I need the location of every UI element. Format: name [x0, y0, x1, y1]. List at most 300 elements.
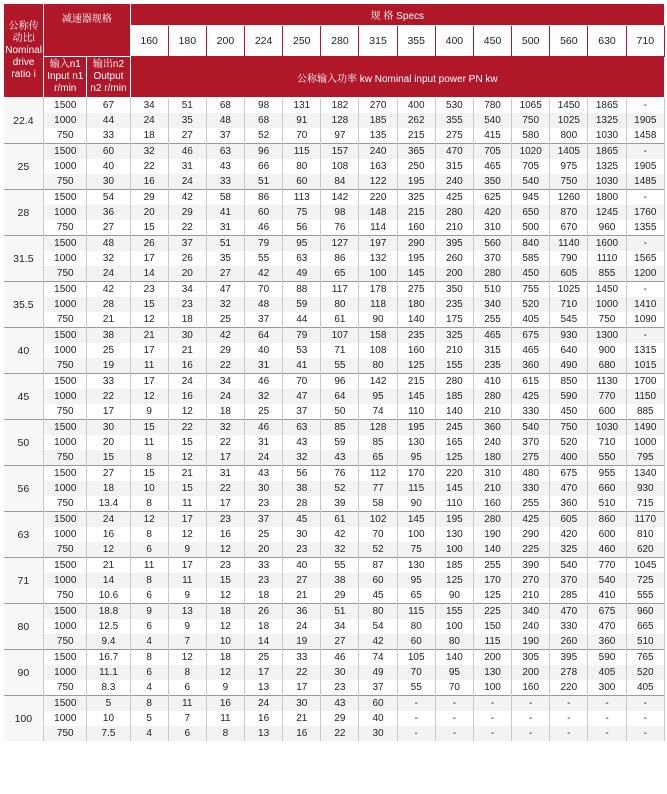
power-cell: 48: [206, 113, 244, 128]
power-cell: 90: [359, 312, 397, 328]
power-cell: 59: [283, 297, 321, 312]
power-cell: 11: [130, 435, 168, 450]
power-cell: 11: [206, 711, 244, 726]
power-cell: 55: [321, 358, 359, 374]
power-cell: 127: [321, 236, 359, 252]
power-cell: 85: [359, 435, 397, 450]
power-cell: 150: [473, 619, 511, 634]
power-cell: 18: [206, 604, 244, 620]
power-cell: 71: [321, 343, 359, 358]
power-cell: 670: [550, 220, 588, 236]
output-speed-cell: 13.4: [87, 496, 130, 512]
power-cell: 38: [283, 481, 321, 496]
power-cell: -: [626, 98, 664, 114]
power-cell: 180: [473, 450, 511, 466]
power-cell: 41: [206, 205, 244, 220]
input-speed-cell: 1000: [44, 113, 87, 128]
power-cell: 107: [321, 328, 359, 344]
power-cell: 12: [168, 527, 206, 542]
specs-header: 规 格 Specs: [130, 4, 664, 26]
power-cell: 9: [206, 680, 244, 696]
ratio-cell: 56: [4, 466, 44, 512]
power-cell: 31: [245, 435, 283, 450]
power-cell: 9: [130, 604, 168, 620]
power-cell: 315: [473, 343, 511, 358]
table-row: [4, 251, 665, 266]
power-cell: -: [473, 726, 511, 741]
power-cell: 190: [473, 527, 511, 542]
power-cell: 86: [245, 190, 283, 206]
power-cell: 18: [245, 588, 283, 604]
power-cell: 128: [359, 420, 397, 436]
size-header-cell: 560: [550, 26, 588, 57]
power-cell: 26: [245, 604, 283, 620]
power-cell: 510: [588, 496, 626, 512]
power-cell: 60: [283, 174, 321, 190]
power-cell: 235: [397, 328, 435, 344]
power-cell: 580: [512, 128, 550, 144]
power-cell: 70: [397, 665, 435, 680]
power-cell: 360: [588, 634, 626, 650]
power-cell: 12: [130, 512, 168, 528]
power-cell: 54: [359, 619, 397, 634]
power-cell: -: [397, 696, 435, 712]
input-speed-cell: 1500: [44, 512, 87, 528]
table-row: [4, 512, 665, 528]
input-speed-cell: 750: [44, 496, 87, 512]
power-cell: 325: [550, 542, 588, 558]
power-cell: 370: [550, 573, 588, 588]
power-cell: 17: [206, 496, 244, 512]
power-cell: 131: [283, 98, 321, 114]
power-cell: 12: [168, 650, 206, 666]
power-cell: 26: [130, 236, 168, 252]
power-cell: 280: [435, 374, 473, 390]
power-cell: 100: [435, 619, 473, 634]
input-speed-cell: 1500: [44, 98, 87, 114]
power-cell: 275: [397, 282, 435, 298]
power-cell: 305: [512, 650, 550, 666]
power-cell: 770: [588, 389, 626, 404]
table-row: [4, 573, 665, 588]
power-cell: 43: [245, 466, 283, 482]
ratio-cell: 22.4: [4, 98, 44, 144]
power-cell: 390: [512, 558, 550, 574]
power-cell: 11: [130, 358, 168, 374]
power-cell: 465: [473, 159, 511, 174]
input-speed-cell: 1000: [44, 343, 87, 358]
power-cell: 1260: [550, 190, 588, 206]
power-cell: 17: [130, 374, 168, 390]
power-cell: 420: [473, 205, 511, 220]
table-row: [4, 374, 665, 390]
input-speed-cell: 1000: [44, 389, 87, 404]
power-cell: 114: [359, 220, 397, 236]
power-cell: -: [435, 711, 473, 726]
power-cell: 325: [397, 190, 435, 206]
power-cell: 280: [473, 389, 511, 404]
power-cell: -: [512, 726, 550, 741]
power-cell: 58: [206, 190, 244, 206]
power-cell: 275: [512, 450, 550, 466]
power-cell: 29: [321, 588, 359, 604]
power-cell: 29: [206, 343, 244, 358]
power-cell: 180: [397, 297, 435, 312]
power-cell: 790: [550, 251, 588, 266]
power-cell: 21: [283, 711, 321, 726]
power-cell: 140: [473, 542, 511, 558]
ratio-cell: 28: [4, 190, 44, 236]
power-cell: -: [550, 696, 588, 712]
output-speed-cell: 28: [87, 297, 130, 312]
power-cell: 64: [321, 389, 359, 404]
power-cell: 400: [550, 450, 588, 466]
power-cell: -: [473, 711, 511, 726]
power-cell: 46: [245, 420, 283, 436]
power-cell: 9: [168, 588, 206, 604]
power-cell: 117: [321, 282, 359, 298]
output-speed-cell: 7.5: [87, 726, 130, 741]
power-cell: 37: [206, 128, 244, 144]
power-cell: 530: [435, 98, 473, 114]
ratio-cell: 71: [4, 558, 44, 604]
power-cell: 1565: [626, 251, 664, 266]
power-cell: 30: [283, 696, 321, 712]
power-cell: 113: [283, 190, 321, 206]
power-cell: 12: [168, 404, 206, 420]
power-cell: 130: [397, 435, 435, 450]
power-cell: 135: [359, 128, 397, 144]
table-body: [4, 98, 665, 742]
power-cell: 32: [321, 542, 359, 558]
power-cell: 17: [130, 343, 168, 358]
power-cell: 450: [550, 404, 588, 420]
power-cell: 96: [321, 374, 359, 390]
output-speed-cell: 11.1: [87, 665, 130, 680]
power-cell: 235: [435, 297, 473, 312]
power-cell: 750: [512, 113, 550, 128]
power-cell: 90: [435, 588, 473, 604]
power-cell: 11: [168, 696, 206, 712]
power-cell: 190: [512, 634, 550, 650]
power-cell: 330: [512, 481, 550, 496]
power-cell: 39: [321, 496, 359, 512]
output-speed-cell: 32: [87, 251, 130, 266]
power-cell: 11: [168, 573, 206, 588]
power-cell: 6: [130, 542, 168, 558]
power-cell: 130: [435, 527, 473, 542]
output-speed-cell: 30: [87, 420, 130, 436]
power-cell: 715: [626, 496, 664, 512]
ratio-cell: 31.5: [4, 236, 44, 282]
power-cell: 370: [473, 251, 511, 266]
power-cell: 25: [206, 312, 244, 328]
output-speed-cell: 16: [87, 527, 130, 542]
power-cell: 200: [435, 266, 473, 282]
power-cell: 425: [435, 190, 473, 206]
power-cell: 16: [130, 174, 168, 190]
power-cell: 105: [397, 650, 435, 666]
size-header-cell: 400: [435, 26, 473, 57]
table-row: [4, 420, 665, 436]
power-cell: 395: [435, 236, 473, 252]
power-cell: 1410: [626, 297, 664, 312]
power-cell: 315: [435, 159, 473, 174]
table-row: [4, 542, 665, 558]
power-cell: 245: [435, 420, 473, 436]
power-cell: 340: [512, 604, 550, 620]
power-cell: 46: [245, 220, 283, 236]
power-cell: 68: [206, 98, 244, 114]
table-row: [4, 236, 665, 252]
power-cell: 23: [168, 297, 206, 312]
power-cell: 12: [206, 665, 244, 680]
power-cell: 1865: [588, 98, 626, 114]
power-cell: 16: [245, 711, 283, 726]
power-cell: 1045: [626, 558, 664, 574]
input-speed-cell: 1500: [44, 558, 87, 574]
power-cell: 1140: [550, 236, 588, 252]
power-cell: 860: [588, 512, 626, 528]
power-cell: 31: [206, 220, 244, 236]
table-row: [4, 527, 665, 542]
power-cell: 128: [321, 113, 359, 128]
power-header: 公称输入功率 kw Nominal input power PN kw: [130, 57, 664, 98]
input-speed-cell: 750: [44, 450, 87, 466]
power-cell: 500: [512, 220, 550, 236]
table-row: [4, 650, 665, 666]
power-cell: 425: [512, 389, 550, 404]
power-cell: 18: [206, 404, 244, 420]
power-cell: 1025: [550, 282, 588, 298]
power-cell: 15: [168, 435, 206, 450]
power-cell: 15: [168, 481, 206, 496]
power-cell: 560: [473, 236, 511, 252]
power-cell: 86: [321, 251, 359, 266]
ratio-cell: 35.5: [4, 282, 44, 328]
power-cell: 600: [588, 527, 626, 542]
power-cell: 140: [435, 650, 473, 666]
power-cell: 145: [435, 481, 473, 496]
power-cell: 36: [283, 604, 321, 620]
input-speed-cell: 750: [44, 220, 87, 236]
output-speed-cell: 27: [87, 466, 130, 482]
power-cell: 34: [206, 374, 244, 390]
power-cell: 1340: [626, 466, 664, 482]
power-cell: 290: [512, 527, 550, 542]
power-cell: 185: [435, 558, 473, 574]
power-cell: 8: [130, 450, 168, 466]
power-cell: 325: [435, 328, 473, 344]
power-cell: 75: [283, 205, 321, 220]
power-cell: 1170: [626, 512, 664, 528]
power-cell: 340: [473, 297, 511, 312]
power-cell: 12: [168, 450, 206, 466]
power-cell: 210: [435, 220, 473, 236]
input-speed-cell: 1000: [44, 159, 87, 174]
power-cell: 8: [168, 665, 206, 680]
table-row: [4, 404, 665, 420]
power-cell: 600: [588, 404, 626, 420]
power-cell: 26: [168, 251, 206, 266]
power-cell: 17: [168, 512, 206, 528]
power-cell: 55: [245, 251, 283, 266]
power-cell: 18: [168, 312, 206, 328]
power-cell: 110: [397, 404, 435, 420]
power-cell: 65: [321, 266, 359, 282]
power-cell: 61: [321, 312, 359, 328]
power-cell: 29: [321, 711, 359, 726]
power-cell: 16: [283, 726, 321, 741]
power-cell: 1110: [588, 251, 626, 266]
power-cell: 1015: [626, 358, 664, 374]
power-cell: 425: [512, 512, 550, 528]
power-cell: 55: [321, 558, 359, 574]
power-cell: 330: [512, 404, 550, 420]
input-speed-cell: 1500: [44, 282, 87, 298]
power-cell: 46: [168, 144, 206, 160]
power-cell: 20: [168, 266, 206, 282]
input-speed-cell: 1000: [44, 251, 87, 266]
input-speed-cell: 750: [44, 312, 87, 328]
power-cell: 885: [626, 404, 664, 420]
table-row: [4, 726, 665, 741]
power-cell: 620: [626, 542, 664, 558]
power-cell: 24: [283, 619, 321, 634]
ratio-cell: 50: [4, 420, 44, 466]
power-cell: 545: [550, 312, 588, 328]
table-row: [4, 266, 665, 282]
power-cell: 44: [283, 312, 321, 328]
power-cell: 240: [359, 144, 397, 160]
power-cell: 63: [283, 251, 321, 266]
power-cell: 74: [359, 404, 397, 420]
power-cell: -: [588, 696, 626, 712]
power-cell: 37: [245, 512, 283, 528]
power-cell: 8: [130, 527, 168, 542]
power-cell: 20: [130, 205, 168, 220]
power-cell: 23: [245, 573, 283, 588]
power-cell: 30: [245, 481, 283, 496]
power-cell: 17: [130, 251, 168, 266]
power-cell: 22: [321, 726, 359, 741]
power-cell: 260: [435, 251, 473, 266]
power-cell: 10: [130, 481, 168, 496]
table-row: [4, 190, 665, 206]
power-cell: 24: [168, 174, 206, 190]
power-cell: 405: [588, 665, 626, 680]
power-cell: 225: [512, 542, 550, 558]
power-cell: 170: [473, 573, 511, 588]
input-speed-cell: 1000: [44, 619, 87, 634]
power-cell: 7: [168, 711, 206, 726]
input-speed-cell: 1000: [44, 205, 87, 220]
power-cell: 215: [397, 205, 435, 220]
power-cell: 1800: [588, 190, 626, 206]
power-cell: 200: [512, 665, 550, 680]
power-cell: 510: [626, 634, 664, 650]
output-speed-cell: 18: [87, 481, 130, 496]
power-cell: 182: [321, 98, 359, 114]
power-cell: 15: [206, 573, 244, 588]
power-cell: 32: [283, 450, 321, 466]
power-cell: 49: [283, 266, 321, 282]
power-cell: 70: [435, 680, 473, 696]
power-cell: 550: [588, 450, 626, 466]
power-cell: 8: [206, 726, 244, 741]
power-cell: 9: [130, 404, 168, 420]
power-cell: 410: [473, 374, 511, 390]
power-cell: 540: [512, 174, 550, 190]
power-cell: 1700: [626, 374, 664, 390]
power-cell: 34: [130, 98, 168, 114]
power-cell: 625: [473, 190, 511, 206]
table-row: [4, 282, 665, 298]
power-cell: 30: [168, 328, 206, 344]
power-cell: 590: [588, 650, 626, 666]
power-cell: 100: [397, 527, 435, 542]
power-cell: 21: [283, 588, 321, 604]
power-cell: 350: [435, 282, 473, 298]
power-cell: 1065: [512, 98, 550, 114]
power-cell: 142: [321, 190, 359, 206]
power-cell: 15: [130, 466, 168, 482]
table-row: [4, 220, 665, 236]
output-speed-cell: 24: [87, 266, 130, 282]
power-cell: 12: [130, 389, 168, 404]
table-row: [4, 205, 665, 220]
power-cell: 32: [206, 297, 244, 312]
power-cell: -: [626, 726, 664, 741]
power-cell: 1030: [588, 420, 626, 436]
power-cell: 650: [512, 205, 550, 220]
power-cell: -: [626, 711, 664, 726]
power-cell: 31: [206, 466, 244, 482]
power-cell: 170: [397, 466, 435, 482]
ratio-cell: 80: [4, 604, 44, 650]
power-cell: 470: [435, 144, 473, 160]
power-cell: 710: [588, 435, 626, 450]
power-cell: 115: [397, 604, 435, 620]
output-speed-cell: 9.4: [87, 634, 130, 650]
power-cell: 97: [321, 128, 359, 144]
power-cell: 725: [626, 573, 664, 588]
power-cell: 118: [359, 297, 397, 312]
power-cell: 23: [130, 282, 168, 298]
power-cell: -: [588, 711, 626, 726]
output-speed-cell: 54: [87, 190, 130, 206]
power-cell: 50: [321, 404, 359, 420]
power-cell: -: [626, 144, 664, 160]
power-cell: 64: [245, 328, 283, 344]
power-cell: 975: [550, 159, 588, 174]
power-cell: 8: [130, 696, 168, 712]
power-cell: 960: [588, 220, 626, 236]
power-cell: 23: [206, 558, 244, 574]
power-cell: 310: [473, 220, 511, 236]
ratio-cell: 40: [4, 328, 44, 374]
power-cell: 60: [245, 205, 283, 220]
output-speed-cell: 8.3: [87, 680, 130, 696]
power-cell: 18: [206, 650, 244, 666]
power-cell: 780: [473, 98, 511, 114]
power-cell: 24: [168, 374, 206, 390]
input-speed-cell: 750: [44, 588, 87, 604]
input-speed-cell: 1500: [44, 374, 87, 390]
power-cell: 520: [550, 435, 588, 450]
power-cell: 142: [359, 374, 397, 390]
power-cell: 35: [168, 113, 206, 128]
